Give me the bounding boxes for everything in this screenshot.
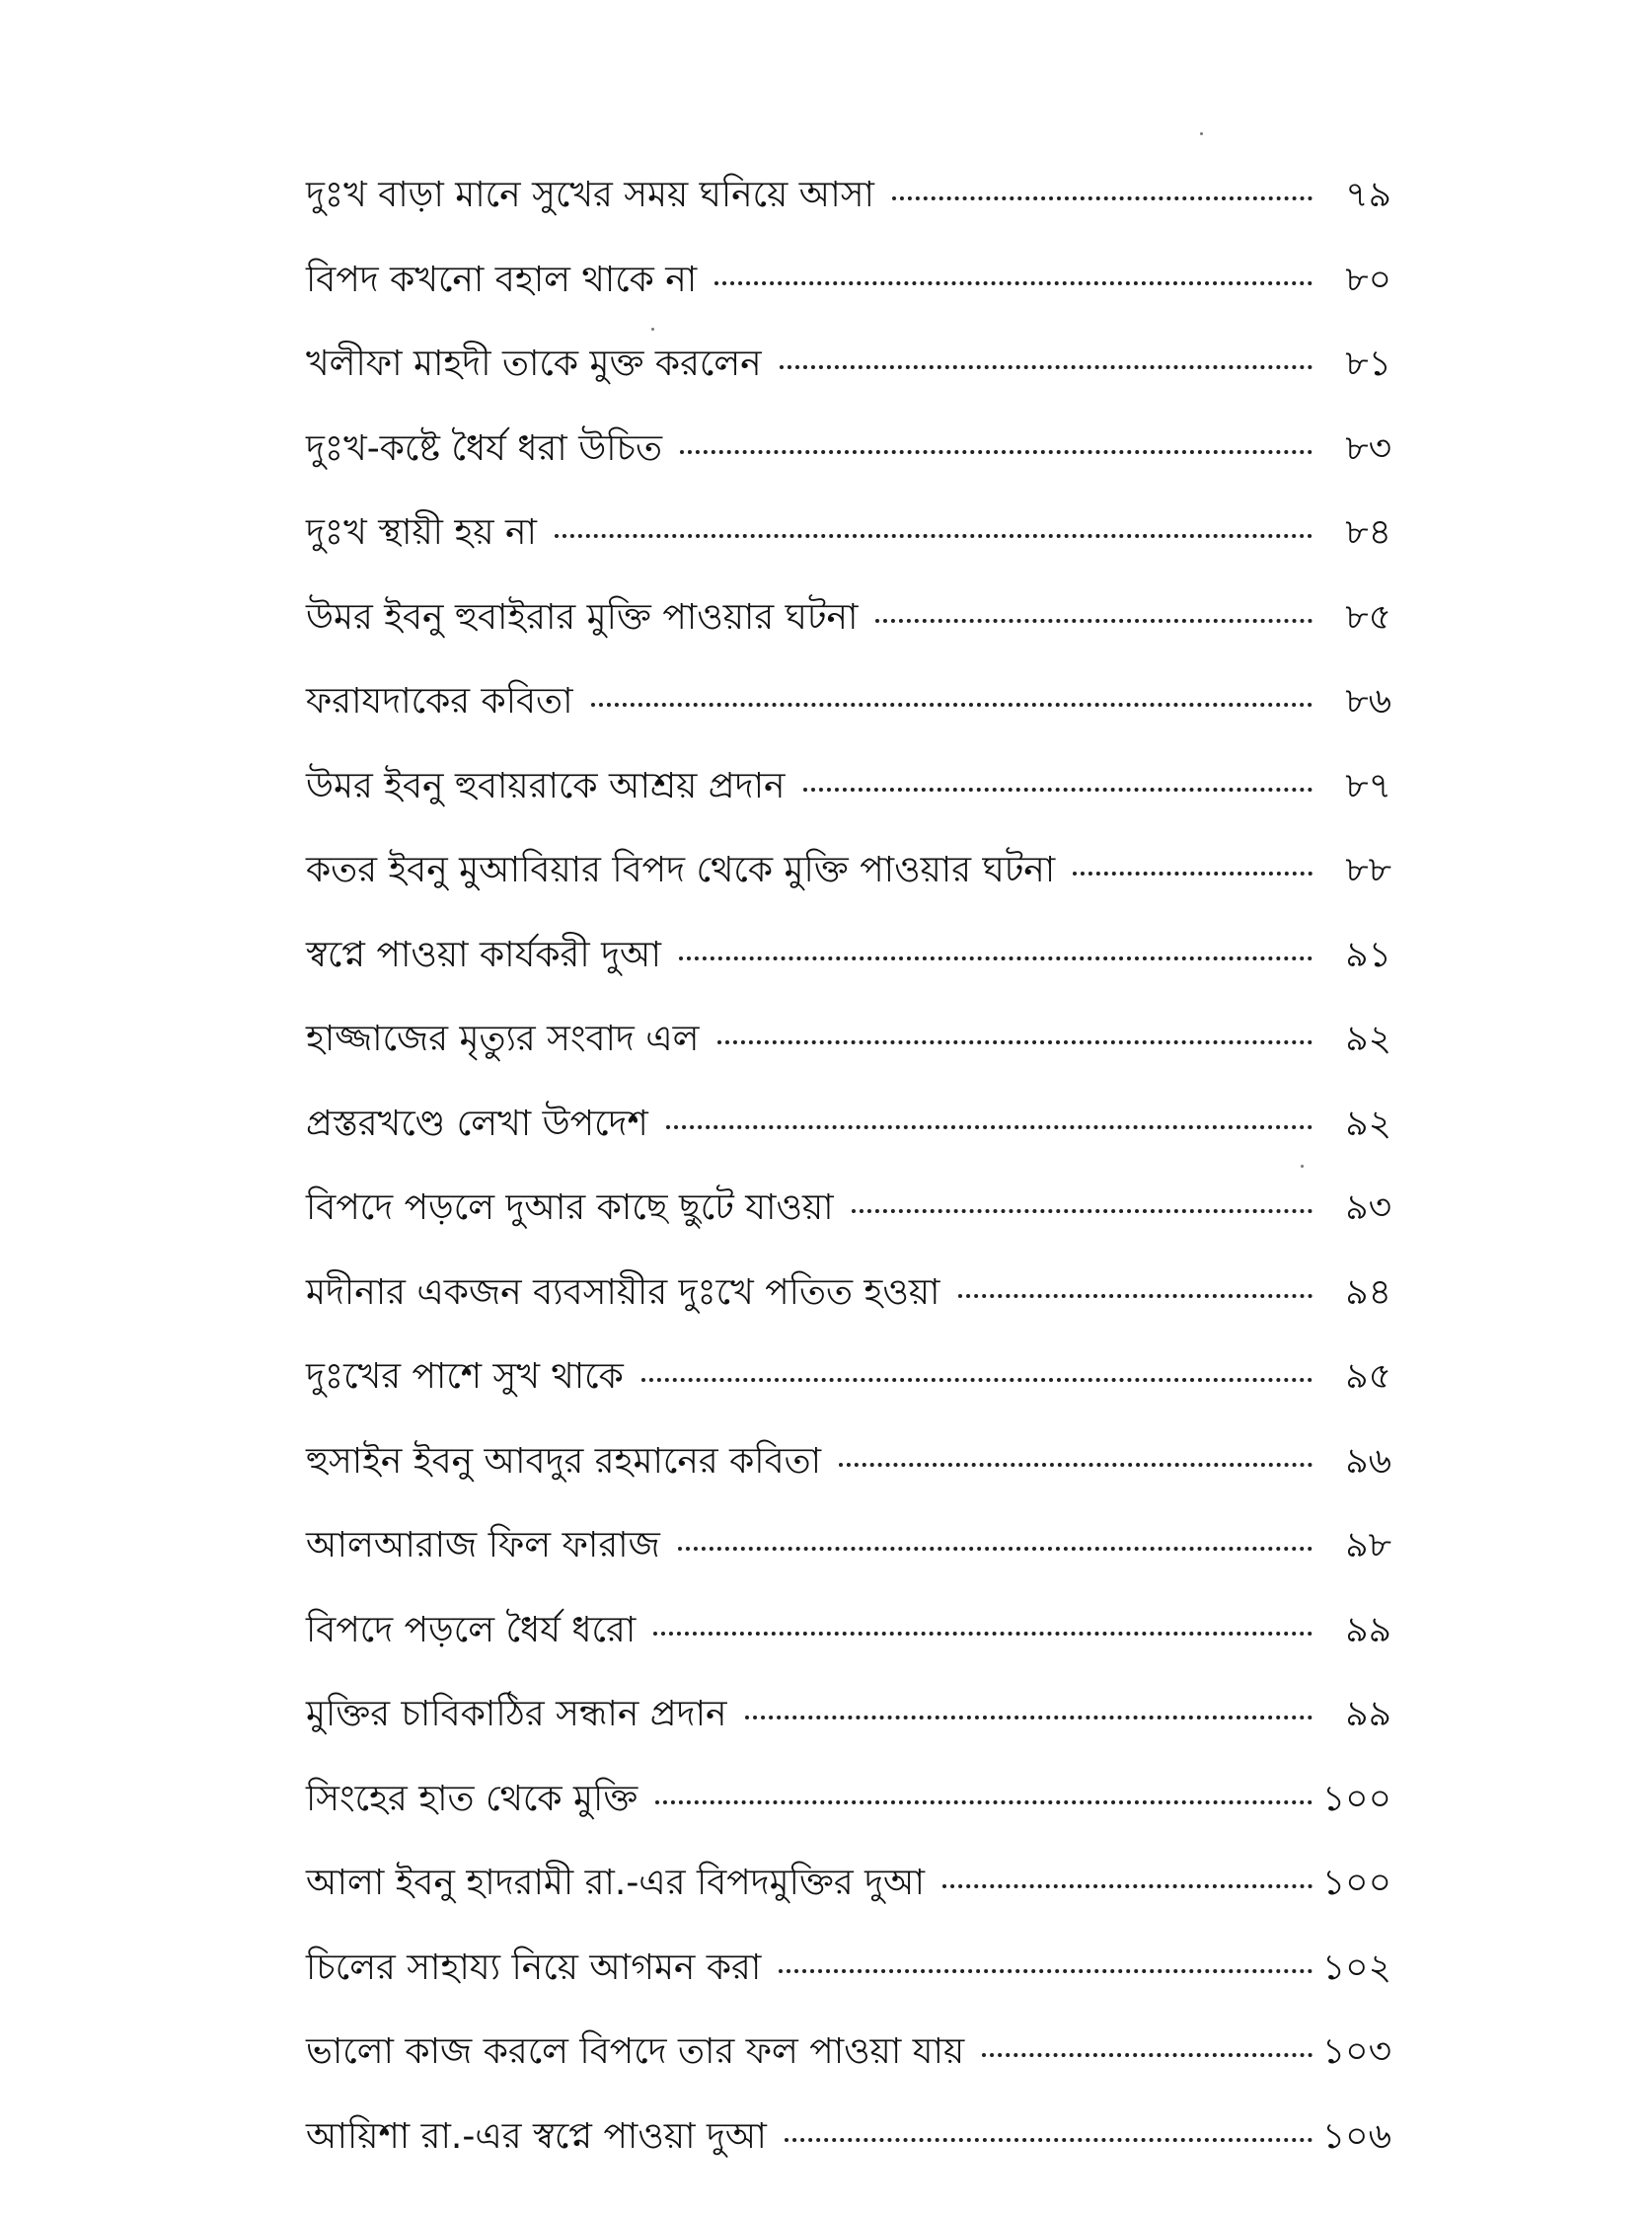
toc-entry-title: সিংহের হাত থেকে মুক্তি: [306, 1778, 638, 1819]
toc-entry-page: ৮১: [1345, 343, 1391, 384]
toc-entry: [306, 850, 1391, 938]
toc-entry: [306, 1271, 1391, 1360]
toc-entry-page: ১০০: [1321, 1863, 1391, 1903]
dot-leader: [666, 1125, 1313, 1129]
toc-entry-title: চিলের সাহায্য নিয়ে আগমন করা: [306, 1946, 762, 1988]
dot-leader: [958, 1294, 1314, 1298]
toc-entry: [306, 681, 1391, 769]
toc-entry-title: দুঃখের পাশে সুখ থাকে: [306, 1356, 624, 1397]
dot-leader: [641, 1378, 1313, 1382]
toc-entry-page: ৯৪: [1345, 1271, 1391, 1313]
toc-entry-title: মুক্তির চাবিকাঠির সন্ধান প্রদান: [306, 1694, 727, 1734]
dot-leader: [717, 1040, 1314, 1044]
toc-entry-title: দুঃখ-কষ্টে ধৈর্য ধরা উচিত: [306, 427, 662, 469]
toc-entry: [306, 1525, 1391, 1613]
toc-entry-page: ৮৫: [1345, 596, 1391, 638]
toc-entry-title: ভালো কাজ করলে বিপদে তার ফল পাওয়া যায়: [306, 2031, 965, 2072]
toc-entry: [306, 1778, 1391, 1867]
toc-entry-title: বিপদে পড়লে ধৈর্য ধরো: [306, 1609, 637, 1650]
scan-speck: [1200, 132, 1203, 135]
toc-entry-page: ৯৬: [1345, 1440, 1391, 1482]
toc-entry: [306, 765, 1391, 854]
toc-entry-title: আলা ইবনু হাদরামী রা.-এর বিপদমুক্তির দুআ: [306, 1863, 926, 1903]
toc-entry: [306, 1019, 1391, 1106]
toc-entry-title: মদীনার একজন ব্যবসায়ীর দুঃখে পতিত হওয়া: [306, 1271, 940, 1313]
dot-leader: [942, 1884, 1313, 1888]
toc-entry: [306, 343, 1391, 431]
toc-entry: [306, 1694, 1391, 1782]
dot-leader: [680, 450, 1313, 454]
toc-entry-page: ৯৯: [1345, 1694, 1391, 1734]
table-of-contents: [306, 175, 1391, 2203]
dot-leader: [779, 1969, 1313, 1973]
toc-entry: [306, 259, 1391, 347]
toc-entry-page: ১০৬: [1321, 2115, 1391, 2157]
toc-entry: [306, 1356, 1391, 1444]
toc-entry: [306, 512, 1391, 600]
dot-leader: [875, 619, 1313, 623]
toc-entry-page: ৮৮: [1345, 850, 1391, 890]
toc-entry-page: ৯৩: [1345, 1187, 1391, 1228]
toc-entry: [306, 427, 1391, 516]
toc-entry: [306, 1946, 1391, 2035]
dot-leader: [839, 1463, 1313, 1467]
dot-leader: [785, 2138, 1313, 2142]
toc-entry: [306, 1103, 1391, 1191]
dot-leader: [555, 534, 1313, 538]
toc-entry-page: ৮৩: [1345, 427, 1391, 469]
toc-entry: [306, 2115, 1391, 2204]
toc-entry-page: ৮৪: [1345, 512, 1391, 553]
toc-entry-title: স্বপ্নে পাওয়া কার্যকরী দুআ: [306, 934, 661, 975]
toc-entry-page: ৯১: [1345, 934, 1391, 975]
toc-entry-title: বিপদে পড়লে দুআর কাছে ছুটে যাওয়া: [306, 1187, 834, 1228]
toc-entry-title: হাজ্জাজের মৃত্যুর সংবাদ এল: [306, 1019, 700, 1059]
toc-entry-title: আয়িশা রা.-এর স্বপ্নে পাওয়া দুআ: [306, 2115, 767, 2157]
toc-entry-title: দুঃখ বাড়া মানে সুখের সময় ঘনিয়ে আসা: [306, 175, 874, 215]
dot-leader: [803, 788, 1314, 792]
toc-entry-title: আলআরাজ ফিল ফারাজ: [306, 1525, 660, 1565]
dot-leader: [892, 196, 1313, 200]
toc-entry-title: বিপদ কখনো বহাল থাকে না: [306, 259, 698, 300]
toc-entry: [306, 1187, 1391, 1275]
toc-entry: [306, 596, 1391, 685]
dot-leader: [653, 1632, 1313, 1636]
toc-entry-page: ৯৮: [1345, 1525, 1391, 1565]
dot-leader: [780, 365, 1313, 369]
dot-leader: [678, 1547, 1313, 1551]
toc-entry-page: ৯২: [1345, 1019, 1391, 1059]
toc-entry-page: ১০৩: [1321, 2031, 1391, 2072]
toc-entry-page: ১০০: [1321, 1778, 1391, 1819]
toc-entry-page: ৮৭: [1345, 765, 1391, 806]
toc-entry-title: উমর ইবনু হুবাইরার মুক্তি পাওয়ার ঘটনা: [306, 596, 859, 638]
toc-entry-title: উমর ইবনু হুবায়রাকে আশ্রয় প্রদান: [306, 765, 786, 806]
toc-entry-page: ৯২: [1345, 1103, 1391, 1144]
dot-leader: [852, 1209, 1313, 1213]
toc-entry: [306, 175, 1391, 263]
toc-entry-title: খলীফা মাহদী তাকে মুক্ত করলেন: [306, 343, 762, 384]
dot-leader: [714, 281, 1313, 285]
toc-entry-page: ৭৯: [1345, 175, 1391, 215]
dot-leader: [982, 2053, 1313, 2057]
toc-entry-page: ৮৬: [1345, 681, 1391, 722]
toc-entry: [306, 1609, 1391, 1698]
toc-entry-title: প্রস্তরখণ্ডে লেখা উপদেশ: [306, 1103, 648, 1144]
toc-entry: [306, 1863, 1391, 1950]
toc-entry: [306, 2031, 1391, 2119]
dot-leader: [745, 1716, 1314, 1719]
toc-entry-page: ৮০: [1345, 259, 1391, 300]
dot-leader: [679, 956, 1313, 960]
toc-entry-page: ১০২: [1321, 1946, 1391, 1988]
toc-entry-title: দুঃখ স্থায়ী হয় না: [306, 512, 537, 553]
toc-entry-title: হুসাইন ইবনু আবদুর রহমানের কবিতা: [306, 1440, 822, 1482]
dot-leader: [591, 703, 1313, 707]
scan-speck: [1301, 1165, 1304, 1168]
toc-entry-title: কতর ইবনু মুআবিয়ার বিপদ থেকে মুক্তি পাওয়ার ঘটনা: [306, 850, 1056, 890]
dot-leader: [655, 1800, 1313, 1804]
toc-entry: [306, 1440, 1391, 1529]
toc-entry: [306, 934, 1391, 1023]
scan-speck: [651, 328, 654, 331]
toc-entry-page: ৯৯: [1345, 1609, 1391, 1650]
toc-entry-page: ৯৫: [1345, 1356, 1391, 1397]
dot-leader: [1073, 872, 1313, 876]
toc-entry-title: ফরাযদাকের কবিতা: [306, 681, 573, 722]
